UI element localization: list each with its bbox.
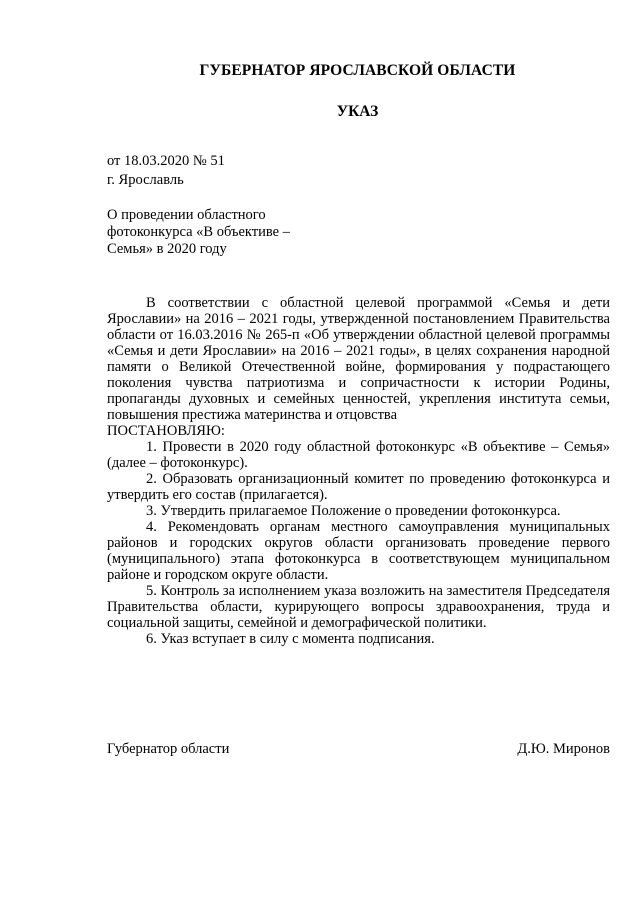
decree-item: 6. Указ вступает в силу с момента подписания. bbox=[146, 631, 435, 647]
issuer-title: ГУБЕРНАТОР ЯРОСЛАВСКОЙ ОБЛАСТИ bbox=[199, 62, 516, 79]
signatory-position: Губернатор области bbox=[107, 741, 230, 757]
preamble-paragraph: В соответствии с областной целевой программой «Семья и дети Ярославии» на 2016 – 2021 годы, утвержденной постановлением Правительства области от 16.03.2016 № 265-п «Об утверждении областной целевой программы «Семья и дети Ярославии» на 2016 – 2021 годы», в целях сохранения народной памяти о Великой Отечественной войне, формирования у подрастающего поколения чувства патриотизма и сопричастности к истории Родины, пропаганды духовных и семейных ценностей, укрепления института семьи, повышения престижа материнства и отцовства bbox=[107, 295, 610, 423]
decree-item: 1. Провести в 2020 году областной фотоконкурс «В объективе – Семья» (далее – фотоконкурс). bbox=[107, 439, 610, 471]
subject-line: Семья» в 2020 году bbox=[107, 241, 227, 257]
document-type-title: УКАЗ bbox=[336, 103, 379, 120]
decree-item: 2. Образовать организационный комитет по проведению фотоконкурса и утвердить его состав (прилагается). bbox=[107, 471, 610, 503]
signatory-name: Д.Ю. Миронов bbox=[517, 741, 610, 757]
decree-item: 3. Утвердить прилагаемое Положение о проведении фотоконкурса. bbox=[146, 503, 561, 519]
date-number: от 18.03.2020 № 51 bbox=[107, 153, 225, 169]
decree-word: ПОСТАНОВЛЯЮ: bbox=[107, 423, 225, 439]
subject-line: О проведении областного bbox=[107, 207, 266, 223]
subject-line: фотоконкурса «В объективе – bbox=[107, 224, 290, 240]
document-body bbox=[107, 295, 610, 647]
decree-item: 4. Рекомендовать органам местного самоуправления муниципальных районов и городских округов области организовать проведение первого (муниципального) этапа фотоконкурса в соответствующем муниципальном районе и городском округе области. bbox=[107, 519, 610, 583]
document-subject bbox=[107, 207, 290, 258]
decree-item: 5. Контроль за исполнением указа возложить на заместителя Председателя Правительства области, курирующего вопросы здравоохранения, труда и социальной защиты, семейной и демографической политики. bbox=[107, 583, 610, 631]
city: г. Ярославль bbox=[107, 172, 184, 188]
